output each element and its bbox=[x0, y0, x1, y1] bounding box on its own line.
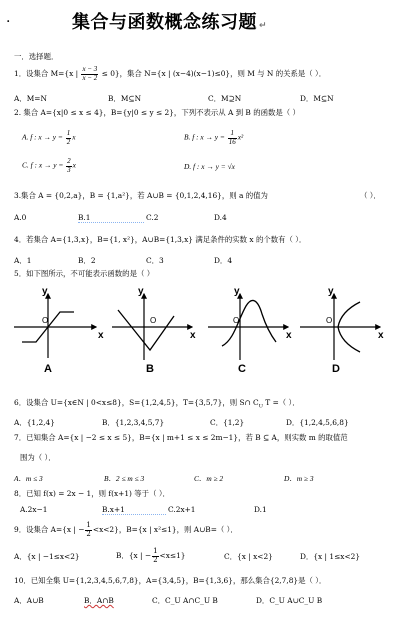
q6-option-d[interactable]: D．{1,2,4,5,6,8} bbox=[286, 418, 349, 427]
q8-option-c[interactable]: C.2x+1 bbox=[168, 505, 196, 514]
q1-option-d[interactable]: D．M⊆N bbox=[300, 94, 334, 103]
q9-option-b[interactable]: B．{x | − $\frac{1}{2}$ <x≤1} bbox=[116, 547, 186, 564]
graph-c-label: C bbox=[238, 363, 246, 375]
q1-fraction: $\frac{x - 3}{x - 2}$ bbox=[82, 65, 98, 82]
q7-option-b[interactable]: B．2 ≤ m ≤ 3 bbox=[104, 474, 145, 483]
page-title: 集合与函数概念练习题 ↵ bbox=[72, 12, 268, 33]
q3-paren: （ ）． bbox=[360, 191, 381, 200]
question-10-stem: 10．已知全集 U={1,2,3,4,5,6,7,8}，A={3,4,5}，B={1,3,6}，那么集合{2,7,8}是（ ）． bbox=[14, 576, 327, 585]
graph-d bbox=[300, 286, 384, 375]
q8-option-b[interactable]: B.x+1 bbox=[102, 505, 166, 515]
q2-option-a[interactable]: A. f : x → y = $\frac{1}{2}$ x bbox=[22, 129, 76, 146]
q6-option-c[interactable]: C．{1,2} bbox=[210, 418, 245, 427]
graph-a-label: A bbox=[44, 363, 52, 375]
graph-a bbox=[14, 286, 104, 375]
q4-option-b[interactable]: B．2 bbox=[78, 256, 96, 265]
q10-option-d[interactable]: D．C_U A∪C_U B bbox=[256, 596, 323, 605]
question-7-stem-cont: 围为（ ）． bbox=[20, 453, 56, 462]
question-7-stem: 7．已知集合 A={x | −2 ≤ x ≤ 5}，B={x | m+1 ≤ x ≤ 2m−1}，若 B ⊆ A，则实数 m 的取值范 bbox=[14, 433, 348, 442]
question-6-stem: 6．设集合 U={x∈N | 0<x≤8}，S={1,2,4,5}，T={3,5,7}，则 S∩ $C_U$ T =（ ）． bbox=[14, 398, 300, 410]
q8-option-d[interactable]: D.1 bbox=[254, 505, 267, 514]
q10-option-b[interactable]: B．A∩B bbox=[84, 596, 114, 605]
q3-option-b[interactable]: B.1 bbox=[78, 213, 144, 223]
graph-b-origin: O bbox=[150, 316, 157, 325]
graph-b bbox=[112, 286, 196, 375]
q9-option-c[interactable]: C．{x | x<2} bbox=[224, 552, 273, 561]
graph-d-origin: O bbox=[326, 316, 333, 325]
graph-b-x: x bbox=[190, 330, 196, 341]
graph-a-y: y bbox=[42, 286, 48, 297]
q4-option-a[interactable]: A．1 bbox=[14, 256, 32, 265]
q2-option-c[interactable]: C. f : x → y = $\frac{2}{3}$ x bbox=[22, 157, 76, 174]
q4-option-d[interactable]: D．4 bbox=[214, 256, 233, 265]
graph-c-y: y bbox=[234, 286, 240, 297]
question-5-stem: 5．如下图所示，不可能表示函数的是（ ） bbox=[14, 269, 155, 278]
q2-option-b[interactable]: B. f : x → y = $\frac{1}{16}$ x² bbox=[184, 129, 244, 146]
q4-option-c[interactable]: C．3 bbox=[146, 256, 164, 265]
q9-option-d[interactable]: D．{x | 1≤x<2} bbox=[300, 552, 361, 561]
section-label: 一．选择题． bbox=[14, 52, 59, 61]
q1-option-a[interactable]: A．M=N bbox=[14, 94, 47, 103]
q3-option-d[interactable]: D.4 bbox=[214, 213, 227, 222]
graph-a-origin: O bbox=[42, 316, 49, 325]
graph-d-x: x bbox=[378, 330, 384, 341]
graph-d-label: D bbox=[332, 363, 340, 375]
question-4-stem: 4．若集合 A={1,3,x}，B={1, x²}，A∪B={1,3,x} 满足条件的实数 x 的个数有（ ）． bbox=[14, 235, 307, 244]
question-9-stem: 9．设集合 A={x | − $\frac{1}{2}$ <x<2}，B={x | x²≤1}，则 A∪B=（ ）． bbox=[14, 521, 238, 538]
graph-d-y: y bbox=[328, 286, 334, 297]
graph-c bbox=[208, 286, 292, 375]
q8-option-a[interactable]: A.2x−1 bbox=[20, 505, 48, 514]
question-1-stem: 1．设集合 M={x | $\frac{x - 3}{x - 2}$ ≤ 0}，集合 N={x | (x−4)(x−1)≤0}，则 M 与 N 的关系是（ ）． bbox=[14, 65, 327, 82]
question-3-stem: 3.集合 A = {0,2,a}，B = {1,a²}，若 A∪B = {0,1,2,4,16}，则 a 的值为 bbox=[14, 191, 268, 200]
q7-option-d[interactable]: D．m ≥ 3 bbox=[284, 474, 314, 483]
q3-option-a[interactable]: A.0 bbox=[14, 213, 27, 222]
q7-option-a[interactable]: A．m ≤ 3 bbox=[14, 474, 43, 483]
q10-option-c[interactable]: C．C_U A∩C_U B bbox=[152, 596, 218, 605]
q9-option-a[interactable]: A．{x | −1≤x<2} bbox=[14, 552, 80, 561]
q3-option-c[interactable]: C.2 bbox=[146, 213, 159, 222]
bullet-mark: · bbox=[6, 14, 11, 30]
graph-b-y: y bbox=[138, 286, 144, 297]
graph-a-x: x bbox=[98, 330, 104, 341]
question-2-stem: 2. 集合 A={x|0 ≤ x ≤ 4}，B={y|0 ≤ y ≤ 2}，下列不表示从 A 到 B 的函数是（ ） bbox=[14, 108, 300, 117]
q6-option-a[interactable]: A．{1,2,4} bbox=[14, 418, 55, 427]
q2-option-d[interactable]: D. f : x → y = √x bbox=[184, 162, 235, 171]
q7-option-c[interactable]: C．m ≥ 2 bbox=[194, 474, 224, 483]
q1-option-c[interactable]: C．M⊇N bbox=[208, 94, 242, 103]
q10-option-a[interactable]: A．A∪B bbox=[14, 596, 44, 605]
q6-option-b[interactable]: B．{1,2,3,4,5,7} bbox=[102, 418, 165, 427]
q5-graphs bbox=[0, 280, 410, 380]
graph-b-label: B bbox=[146, 363, 154, 375]
graph-c-origin: O bbox=[233, 316, 240, 325]
q1-option-b[interactable]: B．M⊆N bbox=[108, 94, 142, 103]
question-8-stem: 8．已知 f(x) = 2x − 1，则 f(x+1) 等于（ ）． bbox=[14, 489, 170, 498]
return-icon: ↵ bbox=[259, 21, 268, 31]
graph-c-x: x bbox=[286, 330, 292, 341]
